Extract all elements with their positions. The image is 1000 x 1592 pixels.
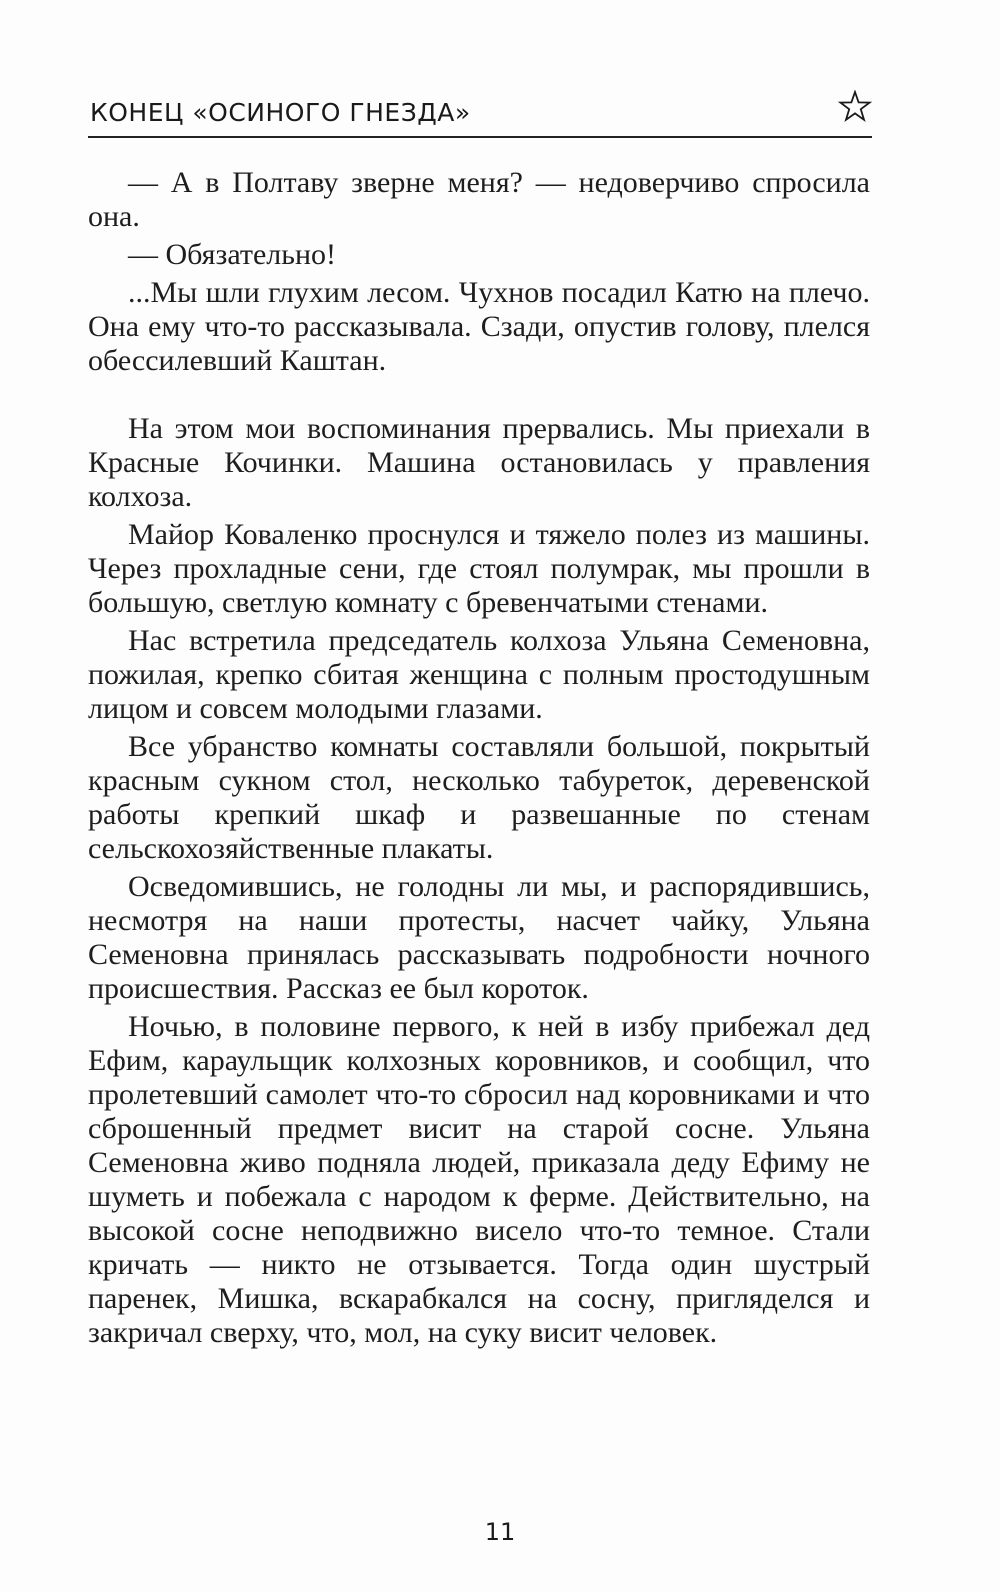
star-outline-icon xyxy=(838,90,872,124)
paragraph-dialogue-2: — Обязательно! xyxy=(128,238,336,271)
paragraph-major: Майор Коваленко проснулся и тяжело полез из машины. Через прохладные сени, где стоял полумрак, мы прошли в большую, светлую комнату с бревенчатыми стенами. xyxy=(88,518,870,619)
paragraph-story-start: Осведомившись, не голодны ли мы, и распорядившись, несмотря на наши протесты, насчет чайку, Ульяна Семеновна принялась рассказывать подробности ночного происшествия. Рассказ ее был короток. xyxy=(88,870,870,1005)
paragraph-dialogue-1: — А в Полтаву зверне меня? — недоверчиво спросила она. xyxy=(88,166,870,233)
paragraph-room: Все убранство комнаты составляли большой, покрытый красным сукном стол, несколько табуреток, деревенской работы крепкий шкаф и развешанные по стенам сельскохозяйственные плакаты. xyxy=(88,730,870,865)
running-header-title: КОНЕЦ «ОСИНОГО ГНЕЗДА» xyxy=(90,98,471,127)
paragraph-chairwoman: Нас встретила председатель колхоза Ульяна Семеновна, пожилая, крепко сбитая женщина с полным простодушным лицом и совсем молодыми глазами. xyxy=(88,624,870,725)
paragraph-forest: ...Мы шли глухим лесом. Чухнов посадил Катю на плечо. Она ему что-то рассказывала. Сзади, опустив голову, плелся обессилевший Каштан. xyxy=(88,276,870,377)
paragraph-arrival: На этом мои воспоминания прервались. Мы приехали в Красные Кочинки. Машина остановилась у правления колхоза. xyxy=(88,412,870,513)
page-number: 11 xyxy=(484,1518,516,1546)
running-header xyxy=(88,92,872,138)
paragraph-night-event: Ночью, в половине первого, к ней в избу прибежал дед Ефим, караульщик колхозных коровников, и сообщил, что пролетевший самолет что-то сбросил над коровниками и что сброшенный предмет висит на старой сосне. Ульяна Семеновна живо подняла людей, приказала деду Ефиму не шуметь и побежала с народом к ферме. Действительно, на высокой сосне неподвижно висело что-то темное. Стали кричать — никто не отзывается. Тогда один шустрый паренек, Мишка, вскарабкался на сосну, пригляделся и закричал сверху, что, мол, на суку висит человек. xyxy=(88,1010,870,1349)
main-text xyxy=(88,166,870,1354)
